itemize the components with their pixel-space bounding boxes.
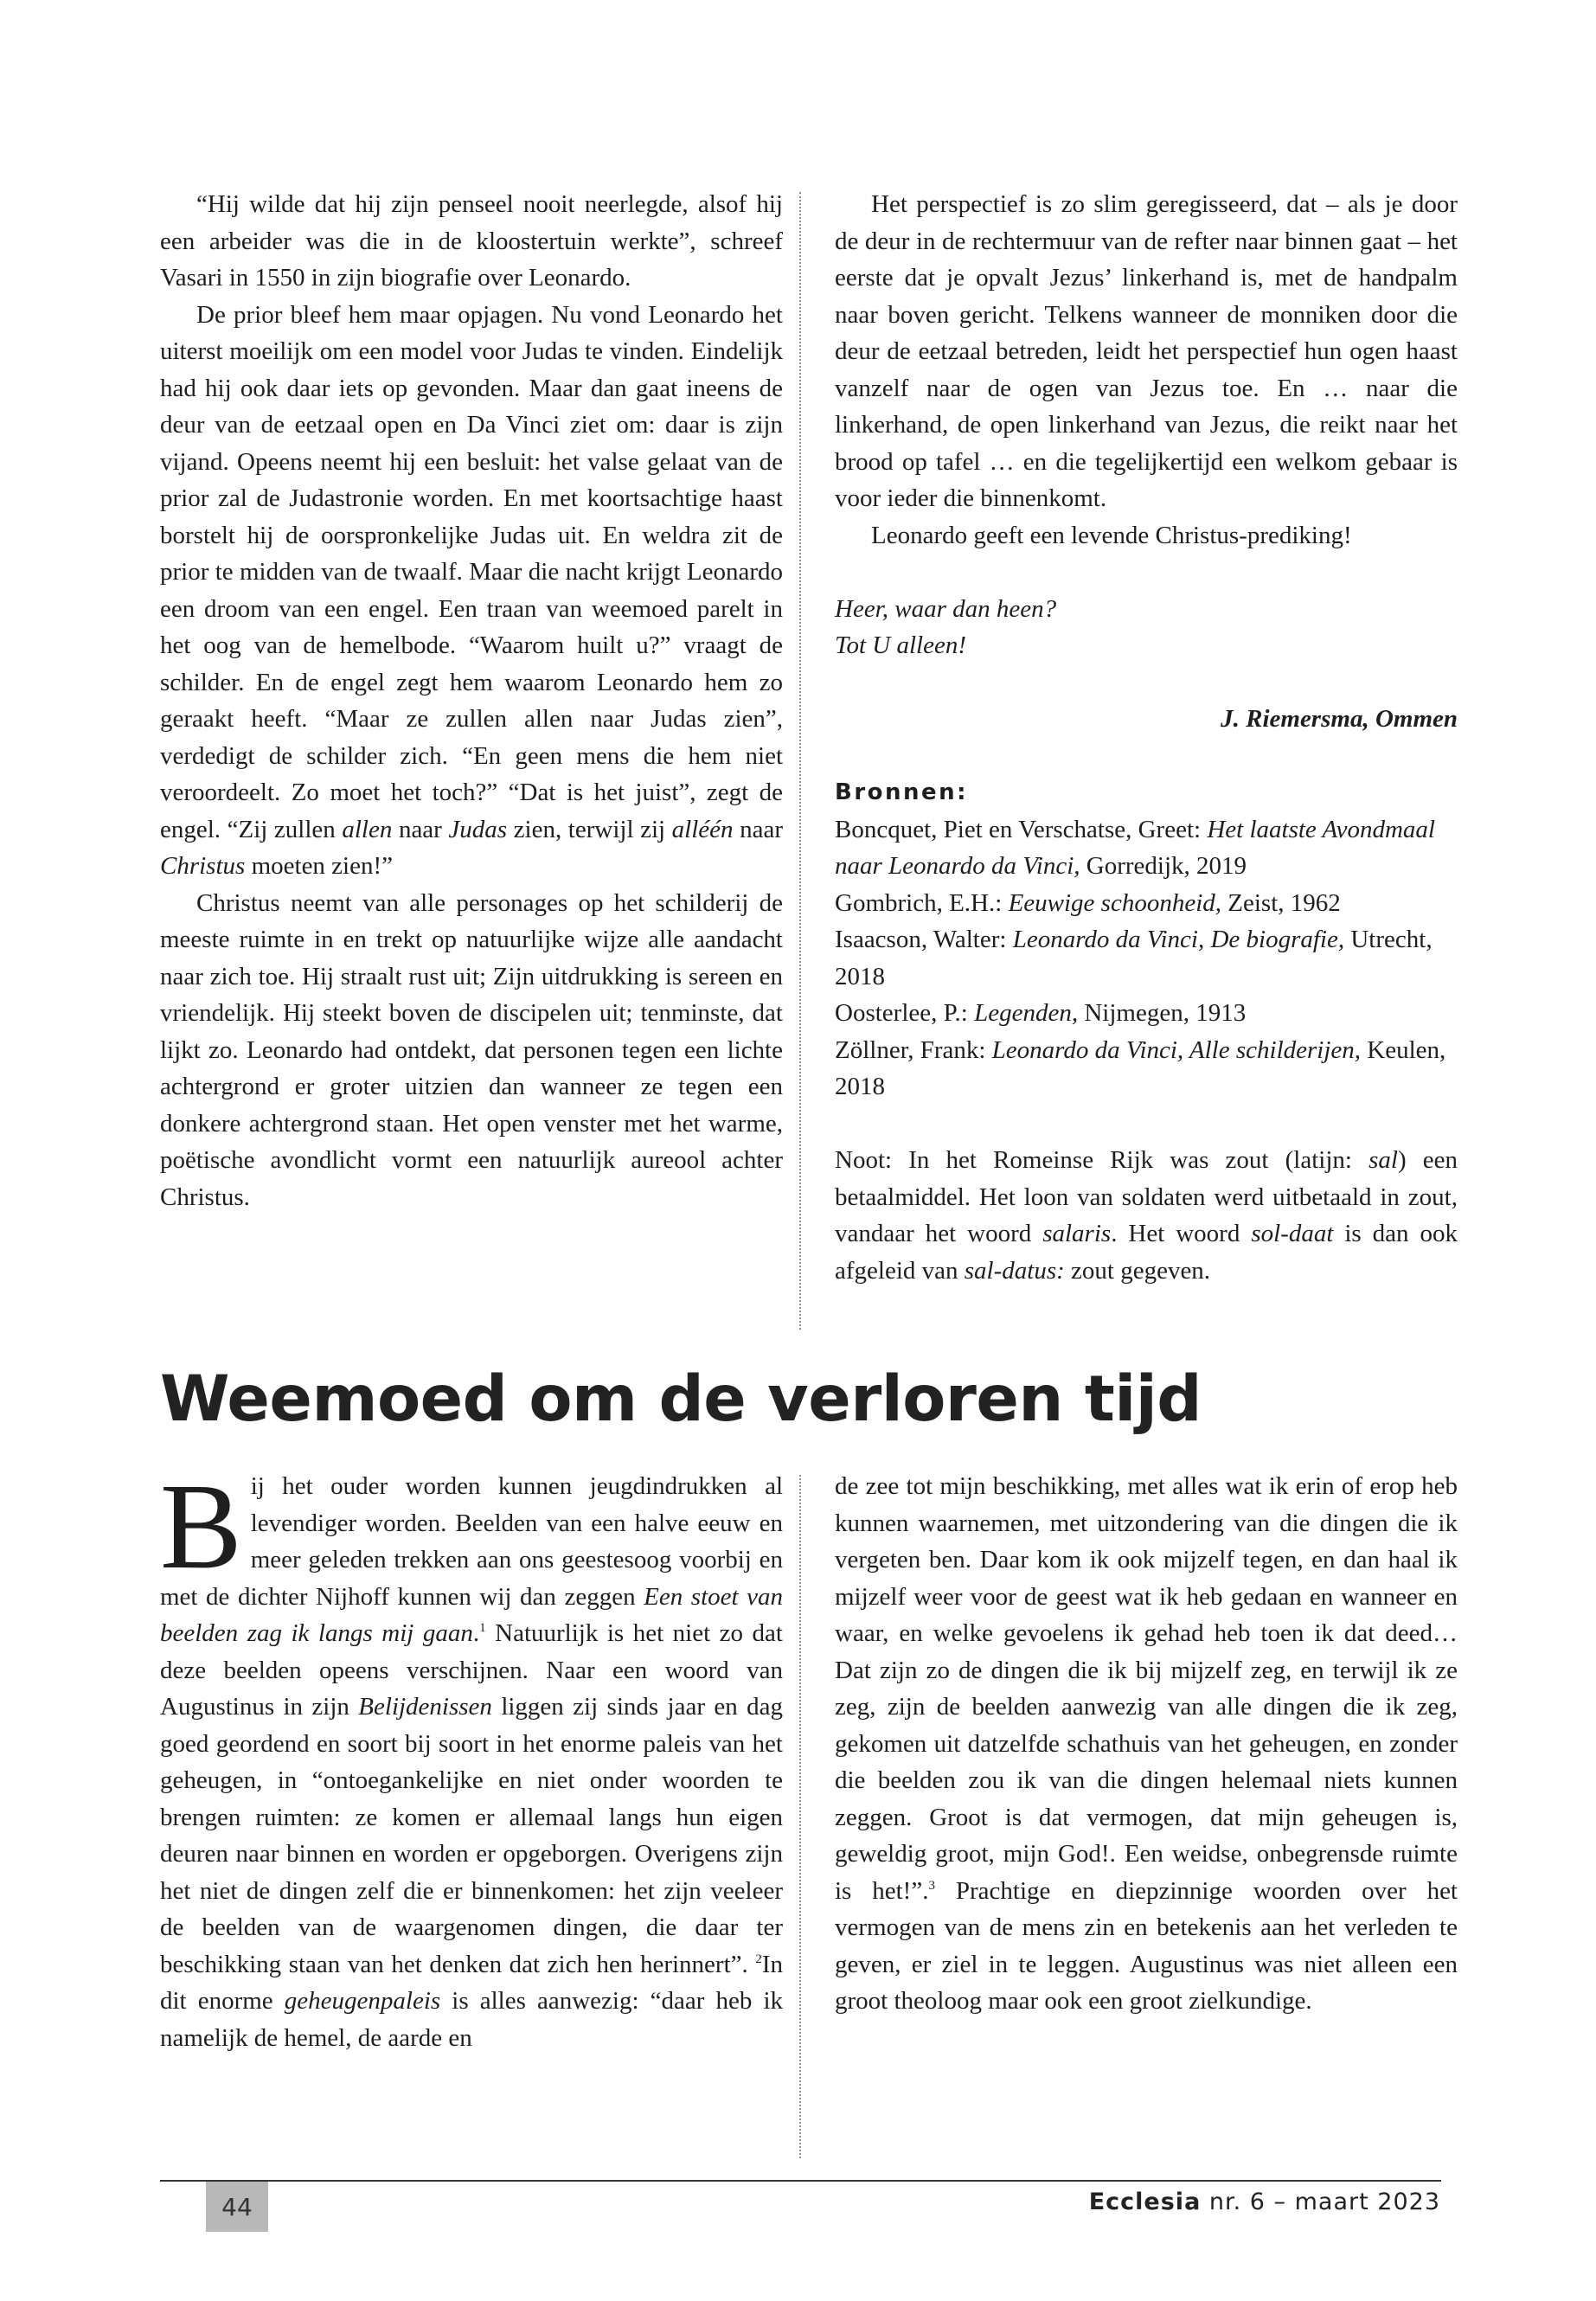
issue-info: nr. 6 – maart 2023: [1201, 2189, 1440, 2215]
column-divider-top: [799, 192, 801, 1330]
top-right-column: [835, 186, 1458, 1289]
footnote-marker: 3: [928, 1878, 935, 1893]
source-item: Gombrich, E.H.: Eeuwige schoonheid, Zeist, 1962: [835, 888, 1341, 917]
sources-list: [835, 811, 1458, 1106]
footnote-marker: 2: [755, 1952, 762, 1966]
article-paragraph-intro: Bij het ouder worden kunnen jeugdindrukken al levendiger worden. Beelden van een halve eeuw en meer geleden trekken aan ons geestesoog voorbij en met de dichter Nijhoff kunnen wij dan zeggen Een stoet van beelden zag ik langs mij gaan.$^1$ Natuurlijk is het niet zo dat deze beelden opeens verschijnen. Naar een woord van Augustinus in zijn Belijdenissen liggen zij sinds jaar en dag goed geordend en soort bij soort in het enorme paleis van het geheugen, in “ontoegankelijke en niet onder woorden te brengen ruimten: ze komen er allemaal langs hun eigen deuren naar binnen en worden er opgeborgen. Overigens zijn het niet de dingen zelf die er binnenkomen: het zijn veeleer de beelden van de waargenomen dingen, die daar ter beschikking staan van het denken dat zich hen herinnert”. $^2$In dit enorme geheugenpaleis is alles aanwezig: “daar heb ik namelijk de hemel, de aarde en: [160, 1458, 783, 2052]
source-item: Boncquet, Piet en Verschatse, Greet: Het laatste Avondmaal naar Leonardo da Vinci, Gorredijk, 2019: [835, 815, 1435, 880]
paragraph-christus: Christus neemt van alle personages op het schilderij de meeste ruimte in en trekt op natuurlijke wijze alle aandacht naar zich toe. Hij straalt rust uit; Zijn uitdrukking is sereen en vriendelijk. Hij steekt boven de discipelen uit; tenminste, dat lijkt zo. Leonardo had ontdekt, dat personen tegen een lichte achtergrond er groter uitzien dan wanneer ze tegen een donkere achtergrond staan. Het open venster met het warme, poëtische avondlicht vormt een natuurlijk aureool achter Christus.: [160, 888, 783, 1211]
article-right-column: [835, 1468, 1458, 2020]
top-left-column: [160, 186, 783, 1215]
verse-line-1: Heer, waar dan heen?: [835, 594, 1057, 623]
paragraph-prior: De prior bleef hem maar opjagen. Nu vond Leonardo het uiterst moeilijk om een model voor Judas te vinden. Eindelijk had hij ook daar iets op gevonden. Maar dan gaat ineens de deur van de eetzaal open en Da Vinci ziet om: daar is zijn vijand. Opeens neemt hij een besluit: het valse gelaat van de prior zal de Judastronie worden. En met koortsachtige haast borstelt hij de oorspronkelijke Judas uit. En weldra zit de prior te midden van de twaalf. Maar die nacht krijgt Leonardo een droom van een engel. Een traan van weemoed parelt in het oog van de hemelbode. “Waarom huilt u?” vraagt de schilder. En de engel zegt hem waarom Leonardo hem zo geraakt heeft. “Maar ze zullen allen naar Judas zien”, verdedigt de schilder zich. “En geen mens die hem niet veroordeelt. Zo moet het toch?” “Dat is het juist”, zegt de engel. “Zij zullen allen naar Judas zien, terwijl zij alléén naar Christus moeten zien!”: [160, 300, 783, 880]
footnote-marker: 1: [479, 1621, 486, 1635]
paragraph-prediking: Leonardo geeft een levende Christus-prediking!: [871, 521, 1352, 549]
paragraph-vasari: “Hij wilde dat hij zijn penseel nooit neerlegde, alsof hij een arbeider was die in de kloostertuin werkte”, schreef Vasari in 1550 in zijn biografie over Leonardo.: [160, 190, 783, 292]
column-divider-bottom: [799, 1475, 801, 2158]
source-item: Isaacson, Walter: Leonardo da Vinci, De biografie, Utrecht, 2018: [835, 926, 1433, 990]
source-item: Zöllner, Frank: Leonardo da Vinci, Alle schilderijen, Keulen, 2018: [835, 1035, 1446, 1100]
footer-rule: [160, 2180, 1441, 2182]
article-title: Weemoed om de verloren tijd: [160, 1362, 1202, 1436]
author-signature: J. Riemersma, Ommen: [1221, 705, 1458, 733]
source-item: Oosterlee, P.: Legenden, Nijmegen, 1913: [835, 999, 1247, 1027]
page-number: 44: [206, 2182, 268, 2232]
journal-issue: [1089, 2189, 1440, 2215]
note-paragraph: Noot: In het Romeinse Rijk was zout (latijn: sal) een betaalmiddel. Het loon van soldaten werd uitbetaald in zout, vandaar het woord salaris. Het woord sol-daat is dan ook afgeleid van sal-datus: zout gegeven.: [835, 1146, 1458, 1285]
drop-cap: B: [160, 1458, 242, 1594]
article-left-column: [160, 1458, 783, 2056]
verse-line-2: Tot U alleen!: [835, 631, 966, 659]
paragraph-perspectief: Het perspectief is zo slim geregisseerd, dat – als je door de deur in de rechtermuur van de refter naar binnen gaat – het eerste dat je opvalt Jezus’ linkerhand is, met de handpalm naar boven gericht. Telkens wanneer de monniken door die deur de eetzaal betreden, leidt het perspectief hun ogen haast vanzelf naar de ogen van Jezus toe. En … naar die linkerhand, de open linkerhand van Jezus, die reikt naar het brood op tafel … en die tegelijkertijd een welkom gebaar is voor ieder die binnenkomt.: [835, 190, 1458, 512]
journal-name: Ecclesia: [1088, 2189, 1202, 2215]
sources-heading: Bronnen:: [835, 779, 969, 805]
article-paragraph-continued: de zee tot mijn beschikking, met alles wat ik erin of erop heb kunnen waarnemen, met uitzondering van die dingen die ik vergeten ben. Daar kom ik ook mijzelf tegen, en dan haal ik mijzelf weer voor de geest wat ik heb gedaan en wanneer en waar, en welke gevoelens ik gehad heb toen ik dat deed… Dat zijn zo de dingen die ik bij mijzelf zeg, en terwijl ik ze zeg, zijn de beelden aanwezig van alle dingen die ik zeg, gekomen uit datzelfde schathuis van het geheugen, en zonder die beelden zou ik van die dingen helemaal niets kunnen zeggen. Groot is dat vermogen, dat mijn geheugen is, geweldig groot, mijn God!. Een weidse, onbegrensde ruimte is het!”.$^3$ Prachtige en diepzinnige woorden over het vermogen van de mens zin en betekenis aan het verleden te geven, er ziel in te leggen. Augustinus was niet alleen een groot theoloog maar ook een groot zielkundige.: [835, 1472, 1458, 2015]
